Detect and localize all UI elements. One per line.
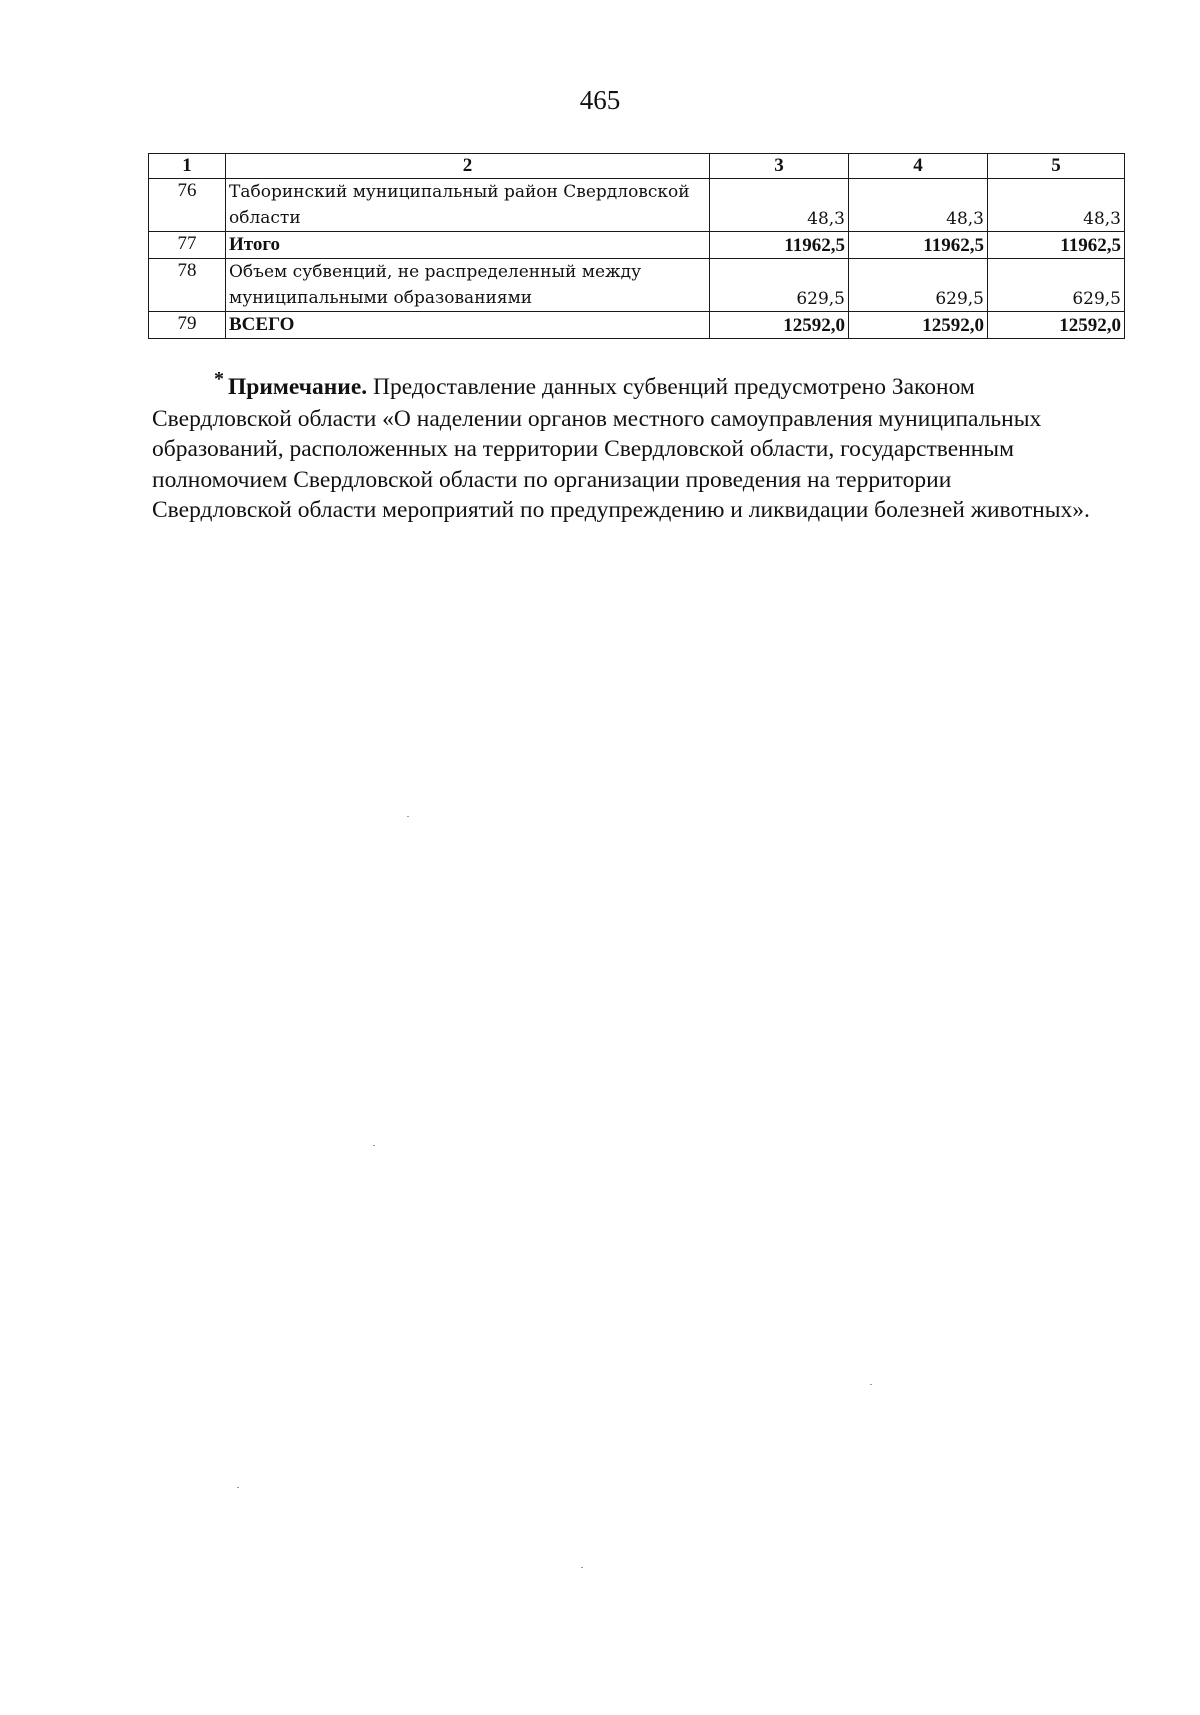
row-name: Объем субвенций, не распределенный между муниципальными образованиями [226, 259, 710, 312]
value-col-4: 629,5 [849, 259, 988, 312]
footnote [152, 368, 1092, 526]
footnote-asterisk: * [214, 368, 224, 390]
row-number: 76 [149, 179, 226, 232]
footnote-indent [152, 374, 214, 400]
table-row [149, 179, 1125, 232]
value-col-5: 11962,5 [988, 232, 1125, 259]
column-header: 3 [710, 154, 849, 179]
value-col-4: 12592,0 [849, 312, 988, 339]
table-row [149, 259, 1125, 312]
subvention-table [148, 153, 1125, 339]
row-number: 77 [149, 232, 226, 259]
footnote-label: Примечание. [228, 374, 368, 400]
row-number: 78 [149, 259, 226, 312]
row-name: Итого [226, 232, 710, 259]
table-row [149, 232, 1125, 259]
column-header: 2 [226, 154, 710, 179]
table-header-row [149, 154, 1125, 179]
value-col-5: 629,5 [988, 259, 1125, 312]
scan-speck [237, 1487, 239, 1488]
value-col-5: 12592,0 [988, 312, 1125, 339]
row-name: ВСЕГО [226, 312, 710, 339]
page-number: 465 [579, 85, 621, 115]
value-col-4: 11962,5 [849, 232, 988, 259]
value-col-3: 629,5 [710, 259, 849, 312]
scan-speck [581, 1567, 583, 1568]
column-header: 5 [988, 154, 1125, 179]
table-row [149, 312, 1125, 339]
value-col-3: 12592,0 [710, 312, 849, 339]
footnote-text: Предоставление данных субвенций предусмотрено Законом Свердловской области «О наделении органов местного самоуправления муниципальных образований, расположенных на территории Свердловской области, государственным полномочием Свердловской области по организации проведения на территории Свердловской области мероприятий по предупреждению и ликвидации болезней животных». [152, 374, 1090, 523]
row-name: Таборинский муниципальный район Свердловской области [226, 179, 710, 232]
value-col-5: 48,3 [988, 179, 1125, 232]
column-header: 1 [149, 154, 226, 179]
scan-speck [407, 816, 409, 817]
value-col-4: 48,3 [849, 179, 988, 232]
value-col-3: 11962,5 [710, 232, 849, 259]
scan-speck [870, 1384, 872, 1385]
column-header: 4 [849, 154, 988, 179]
value-col-3: 48,3 [710, 179, 849, 232]
row-number: 79 [149, 312, 226, 339]
scan-speck [373, 1145, 375, 1146]
